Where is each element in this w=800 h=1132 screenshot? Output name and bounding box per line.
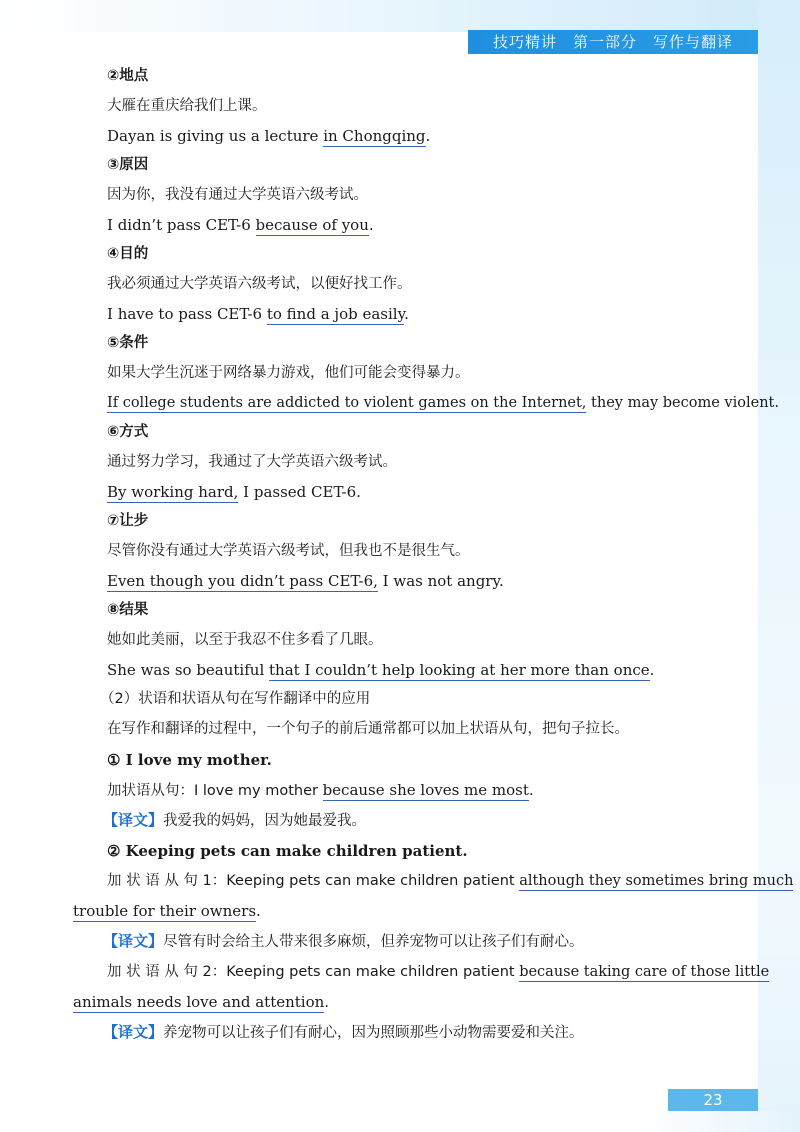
en-sentence: Even though you didn’t pass CET-6, I was not angry. bbox=[107, 572, 504, 590]
underlined-phrase: Even though you didn’t pass CET-6, bbox=[107, 572, 378, 590]
heading-location: ②地点 bbox=[107, 68, 149, 84]
underlined-phrase: because she loves me most bbox=[322, 781, 529, 799]
heading-reason: ③原因 bbox=[107, 157, 149, 173]
underlined-phrase: in Chongqing bbox=[323, 127, 426, 145]
en-sentence: By working hard, I passed CET-6. bbox=[107, 483, 361, 501]
underlined-phrase: that I couldn’t help looking at her more than once bbox=[269, 661, 650, 679]
en-sentence: If college students are addicted to violent games on the Internet, they may become violent. bbox=[107, 395, 779, 411]
example-2-title: ② Keeping pets can make children patient. bbox=[107, 842, 468, 860]
underlined-phrase: animals needs love and attention bbox=[73, 993, 325, 1011]
underlined-phrase: By working hard, bbox=[107, 483, 239, 501]
cn-sentence: 大雁在重庆给我们上课。 bbox=[107, 98, 267, 114]
underlined-phrase: If college students are addicted to violent games on the Internet, bbox=[107, 395, 587, 411]
cn-sentence: 如果大学生沉迷于网络暴力游戏，他们可能会变得暴力。 bbox=[107, 365, 470, 381]
example-2-adverbial-1-cont: trouble for their owners. bbox=[73, 902, 261, 920]
underlined-phrase: trouble for their owners bbox=[73, 902, 257, 920]
cn-sentence: 因为你，我没有通过大学英语六级考试。 bbox=[107, 187, 368, 203]
example-1-adverbial: 加状语从句：I love my mother because she loves me most. bbox=[107, 781, 534, 799]
translation-3: 【译文】养宠物可以让孩子们有耐心，因为照顾那些小动物需要爱和关注。 bbox=[103, 1023, 584, 1041]
en-sentence: I have to pass CET-6 to find a job easily. bbox=[107, 305, 409, 323]
example-2-adverbial-2-cont: animals needs love and attention. bbox=[73, 993, 330, 1011]
en-sentence: I didn’t pass CET-6 because of you. bbox=[107, 216, 374, 234]
underlined-phrase: because of you bbox=[255, 216, 369, 234]
heading-concession: ⑦让步 bbox=[107, 513, 149, 529]
page-number: 23 bbox=[668, 1089, 758, 1111]
heading-purpose: ④目的 bbox=[107, 246, 149, 262]
heading-result: ⑧结果 bbox=[107, 602, 149, 618]
cn-sentence: 尽管你没有通过大学英语六级考试，但我也不是很生气。 bbox=[107, 543, 470, 559]
translation-2: 【译文】尽管有时会给主人带来很多麻烦，但养宠物可以让孩子们有耐心。 bbox=[103, 932, 584, 950]
underlined-phrase: because taking care of those little bbox=[519, 964, 770, 980]
cn-sentence: 我必须通过大学英语六级考试，以便好找工作。 bbox=[107, 276, 412, 292]
underlined-phrase: although they sometimes bring much bbox=[519, 873, 794, 889]
example-2-adverbial-1: 加 状 语 从 句 1：Keeping pets can make children patient although they sometimes bring much bbox=[107, 873, 794, 889]
cn-sentence: 通过努力学习，我通过了大学英语六级考试。 bbox=[107, 454, 397, 470]
heading-manner: ⑥方式 bbox=[107, 424, 149, 440]
en-sentence: Dayan is giving us a lecture in Chongqing. bbox=[107, 127, 431, 145]
en-sentence: She was so beautiful that I couldn’t help looking at her more than once. bbox=[107, 661, 655, 679]
heading-condition: ⑤条件 bbox=[107, 335, 149, 351]
translation-1: 【译文】我爱我的妈妈，因为她最爱我。 bbox=[103, 811, 367, 829]
translation-label: 【译文】 bbox=[103, 932, 164, 950]
example-2-adverbial-2: 加 状 语 从 句 2：Keeping pets can make children patient because taking care of those little bbox=[107, 964, 770, 980]
translation-label: 【译文】 bbox=[103, 811, 164, 829]
translation-label: 【译文】 bbox=[103, 1023, 164, 1041]
cn-sentence: 她如此美丽，以至于我忍不住多看了几眼。 bbox=[107, 632, 383, 648]
underlined-phrase: to find a job easily bbox=[266, 305, 405, 323]
paragraph: 在写作和翻译的过程中，一个句子的前后通常都可以加上状语从句，把句子拉长。 bbox=[107, 721, 629, 737]
section-header: 技巧精讲 第一部分 写作与翻译 bbox=[468, 30, 758, 54]
example-1-title: ① I love my mother. bbox=[107, 751, 272, 769]
section-subheading: （2）状语和状语从句在写作翻译中的应用 bbox=[100, 691, 371, 707]
bottom-decor-strip bbox=[0, 1111, 800, 1132]
top-decor-band bbox=[0, 0, 800, 32]
